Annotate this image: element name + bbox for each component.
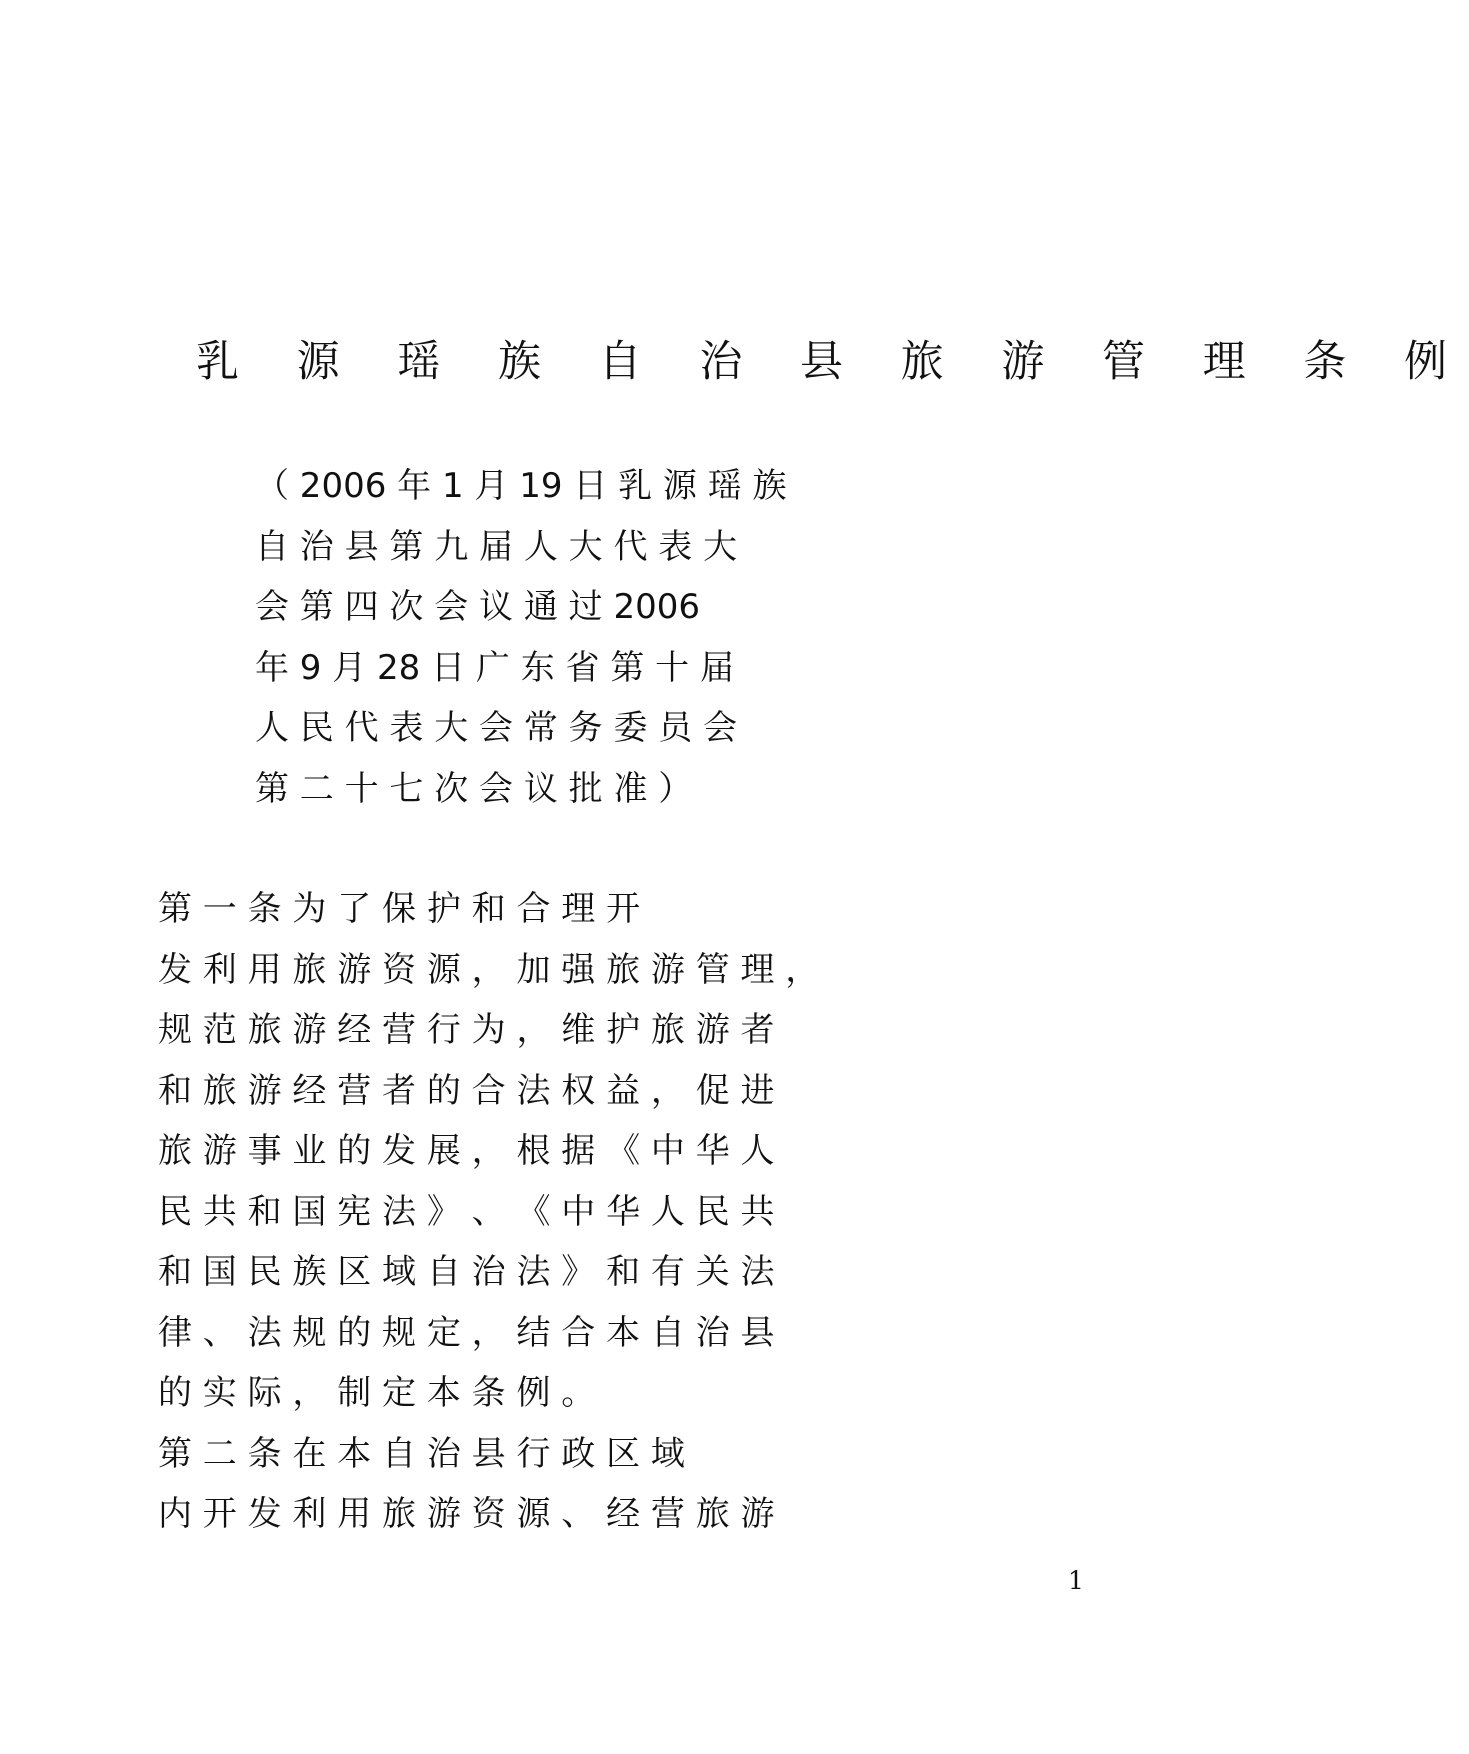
page-number: 1 (1068, 1566, 1084, 1595)
body-line: 律 、 法 规 的 规 定 ， 结 合 本 自 治 县 (158, 1312, 775, 1353)
body-line: 旅 游 事 业 的 发 展 ， 根 据 《 中 华 人 (158, 1131, 775, 1171)
body-line: 和 旅 游 经 营 者 的 合 法 权 益 ， 促 进 (158, 1070, 775, 1111)
adoption-note (255, 456, 1015, 819)
adoption-note-line: 自 治 县 第 九 届 人 大 代 表 大 (255, 526, 738, 567)
body-line: 第 一 条 为 了 保 护 和 合 理 开 (158, 889, 641, 929)
body-line: 发 利 用 旅 游 资 源 ， 加 强 旅 游 管 理 ， (158, 949, 820, 990)
adoption-note-line: （ 2006 年 1 月 19 日 乳 源 瑶 族 (255, 466, 787, 506)
body-line: 第 二 条 在 本 自 治 县 行 政 区 域 (158, 1433, 685, 1474)
body-line: 和 国 民 族 区 域 自 治 法 》 和 有 关 法 (158, 1252, 775, 1292)
adoption-note-line: 年 9 月 28 日 广 东 省 第 十 届 (255, 647, 734, 688)
document-title: 乳 源 瑶 族 自 治 县 旅 游 管 理 条 例 (196, 337, 1469, 387)
document-body (158, 879, 1118, 1545)
adoption-note-line: 会 第 四 次 会 议 通 过 2006 (255, 587, 700, 627)
body-line: 内 开 发 利 用 旅 游 资 源 、 经 营 旅 游 (158, 1494, 775, 1534)
adoption-note-line: 第 二 十 七 次 会 议 批 准 ） (255, 768, 693, 809)
body-line: 民 共 和 国 宪 法 》 、 《 中 华 人 民 共 (158, 1191, 775, 1232)
adoption-note-line: 人 民 代 表 大 会 常 务 委 员 会 (255, 708, 738, 748)
body-line: 规 范 旅 游 经 营 行 为 ， 维 护 旅 游 者 (158, 1010, 775, 1050)
body-line: 的 实 际 ， 制 定 本 条 例 。 (158, 1373, 596, 1413)
